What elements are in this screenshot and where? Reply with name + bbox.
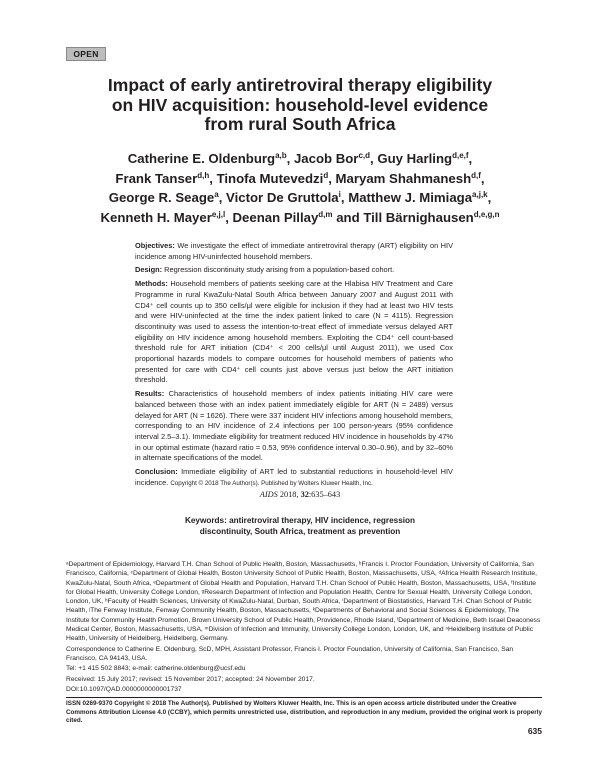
- copyright-notice: Copyright © 2018 The Author(s). Published by Wolters Kluwer Health, Inc.: [170, 479, 373, 487]
- abstract-conclusion: [135, 467, 453, 489]
- author-line: [60, 208, 540, 228]
- affiliations-block: [66, 560, 542, 695]
- author-separator: ,: [328, 170, 336, 186]
- author-affiliation-marker: a,b: [275, 151, 287, 160]
- author-name: Till Bärnighausen: [363, 209, 474, 225]
- author-name: Catherine E. Oldenburg: [127, 151, 276, 166]
- title-line: from rural South Africa: [204, 114, 396, 134]
- author-separator: ,: [209, 170, 217, 186]
- title-line: on HIV acquisition: household-level evidence: [111, 94, 489, 115]
- author-line: [60, 188, 540, 208]
- author-separator: ,: [286, 151, 294, 166]
- section-text: We investigate the effect of immediate antiretroviral therapy (ART) eligibility on HIV incidence among HIV-uninfected household members.: [135, 241, 454, 261]
- license-notice: [66, 700, 544, 726]
- section-label: Methods:: [135, 279, 168, 289]
- section-text: Immediate eligibility of ART led to substantial reductions in household-level HIV incidence.: [135, 467, 453, 487]
- citation-volume: 32: [300, 490, 309, 499]
- citation-year: 2018,: [279, 490, 299, 499]
- footer-divider: [66, 697, 542, 698]
- contact-info: Tel: +1 415 502 8843; e-mail: catherine.oldenburg@ucsf.edu: [66, 665, 246, 673]
- author-separator: ,: [480, 170, 485, 186]
- license-text: ISSN 0269-9370 Copyright © 2018 The Author(s). Published by Wolters Kluwer Health, Inc. This is an open access article distributed under the Creative Commons Attribution License 4.0 (CCBY), which permits unrestricted use, distribution, and reproduction in any medium, provided the original work is properly cited.: [66, 700, 542, 725]
- author-separator: ,: [218, 190, 227, 206]
- author-affiliation-marker: d,h: [197, 170, 210, 180]
- section-text: Household members of patients seeking care at the Hlabisa HIV Treatment and Care Programme in rural KwaZulu-Natal South Africa between January 2007 and August 2011 with CD4⁺ cell counts up to 350 cells/μl were eligible for inclusion if they had at least two HIV tests and were HIV-uninfected at the time the index patient linked to care (N = 4115). Regression discontinuity was used to assess the intention-to-treat effect of immediate versus delayed ART eligibility on HIV incidence among household members. Exploiting the CD4⁺ cell count-based threshold rule for ART initiation (CD4⁺ < 200 cells/μl until August 2011), we used Cox proportional hazards models to compare outcomes for household members of patients who presented for care with CD4⁺ cell counts just above versus just below the ART initiation threshold.: [135, 279, 453, 385]
- author-line: [60, 169, 540, 189]
- open-access-badge: OPEN: [66, 47, 106, 61]
- doi: DOI:10.1097/QAD.0000000000001737: [66, 685, 182, 693]
- author-affiliation-marker: a,j,k: [472, 190, 488, 200]
- author-affiliation-marker: d,e,f: [452, 151, 469, 160]
- journal-name: AIDS: [259, 490, 278, 499]
- section-label: Objectives:: [135, 241, 175, 250]
- page-number: 635: [527, 726, 542, 736]
- author-name: George R. Seage: [108, 190, 215, 206]
- section-label: Results:: [135, 389, 165, 399]
- author-affiliation-marker: e,j,l: [211, 209, 226, 219]
- abstract-results: [135, 389, 453, 464]
- abstract-objectives: [135, 241, 453, 262]
- author-affiliation-marker: c,d: [358, 151, 371, 160]
- received-dates: Received: 15 July 2017; revised: 15 November 2017; accepted: 24 November 2017.: [66, 675, 315, 683]
- author-separator: ,: [487, 190, 492, 206]
- journal-citation: [0, 490, 600, 499]
- section-label: Design:: [135, 265, 163, 275]
- author-name: Deenan Pillay: [232, 209, 319, 225]
- author-affiliation-marker: a: [214, 190, 219, 200]
- author-affiliation-marker: d,e,g,n: [473, 209, 500, 219]
- affiliations: ᵃDepartment of Epidemiology, Harvard T.H. Chan School of Public Health, Boston, Massachusetts, ᵇFrancis I. Proctor Foundation, University of California, San Francisco, California, ᶜDepartment of Global Health, Boston University School of Public Health, Boston, Massachusetts, USA, ᵈAfrica Health Research Institute, KwaZulu-Natal, South Africa, ᵉDepartment of Global Health and Population, Harvard T.H. Chan School of Public Health, Boston, Massachusetts, USA, ᶠInstitute for Global Health, University College London, ᵍResearch Department of Infection and Population Health, Centre for Sexual Health, University College London, London, UK, ʰFaculty of Health Sciences, University of KwaZulu-Natal, Durban, South Africa, ⁱDepartment of Biostatistics, Harvard T.H. Chan School of Public Health, ʲThe Fenway Institute, Fenway Community Health, Boston, Massachusetts, ᵏDepartments of Behavioral and Social Sciences & Epidemiology, The Institute for Community Health Promotion, Brown University School of Public Health, Providence, Rhode Island, ˡDepartment of Medicine, Beth Israel Deaconess Medical Center, Boston, Massachusetts, USA, ᵐDivision of Infection and Immunity, University College London, London, UK, and ⁿHeidelberg Institute of Public Health, University of Heidelberg, Heidelberg, Germany.: [66, 561, 541, 643]
- keywords-label: Keywords:: [184, 516, 227, 525]
- author-affiliation-marker: i: [338, 190, 341, 200]
- author-name: Kenneth H. Mayer: [100, 209, 212, 225]
- keywords-text: antiretroviral therapy, HIV incidence, regression discontinuity, South Africa, treatment as prevention: [199, 516, 416, 537]
- author-name: Frank Tanser: [115, 170, 198, 186]
- keywords: [170, 515, 430, 537]
- section-text: Regression discontinuity study arising from a population-based cohort.: [164, 265, 395, 275]
- author-separator: and: [332, 209, 364, 225]
- author-list: [60, 149, 540, 227]
- author-separator: ,: [370, 151, 378, 166]
- author-name: Victor De Gruttola: [226, 190, 339, 206]
- section-label: Conclusion:: [135, 467, 178, 477]
- author-name: Matthew J. Mimiaga: [348, 190, 473, 206]
- author-affiliation-marker: d,f: [471, 170, 481, 180]
- citation-pages: :635–643: [308, 490, 341, 499]
- author-name: Maryam Shahmanesh: [335, 170, 472, 186]
- author-name: Jacob Bor: [293, 151, 359, 166]
- author-separator: ,: [468, 151, 473, 166]
- abstract-methods: [135, 279, 453, 386]
- abstract-design: [135, 265, 453, 276]
- author-line: [60, 149, 540, 169]
- section-text: Characteristics of household members of index patients initiating HIV care were balanced between those with an index patient immediately eligible for ART (N = 2489) versus delayed for ART (N = 1626). There were 337 incident HIV infections among household members, corresponding to an HIV incidence of 2.4 infections per 100 person-years (95% confidence interval 2.5–3.1). Immediate eligibility for treatment reduced HIV incidence in households by 47% in our optimal estimate (hazard ratio = 0.53, 95% confidence interval 0.30–0.96), and by 32–60% in alternate specifications of the model.: [135, 389, 453, 463]
- title-line: Impact of early antiretroviral therapy eligibility: [107, 75, 493, 95]
- article-title: [70, 76, 530, 135]
- author-affiliation-marker: d,m: [318, 209, 333, 219]
- author-name: Tinofa Mutevedzi: [216, 170, 324, 186]
- author-separator: ,: [340, 190, 349, 206]
- correspondence: Correspondence to Catherine E. Oldenburg, ScD, MPH, Assistant Professor, Francis I. Proctor Foundation, University of California, San Francisco, San Francisco, CA 94143, USA.: [66, 645, 514, 662]
- author-separator: ,: [225, 209, 233, 225]
- author-name: Guy Harling: [377, 151, 453, 166]
- author-affiliation-marker: d: [323, 170, 329, 180]
- abstract: [135, 241, 453, 492]
